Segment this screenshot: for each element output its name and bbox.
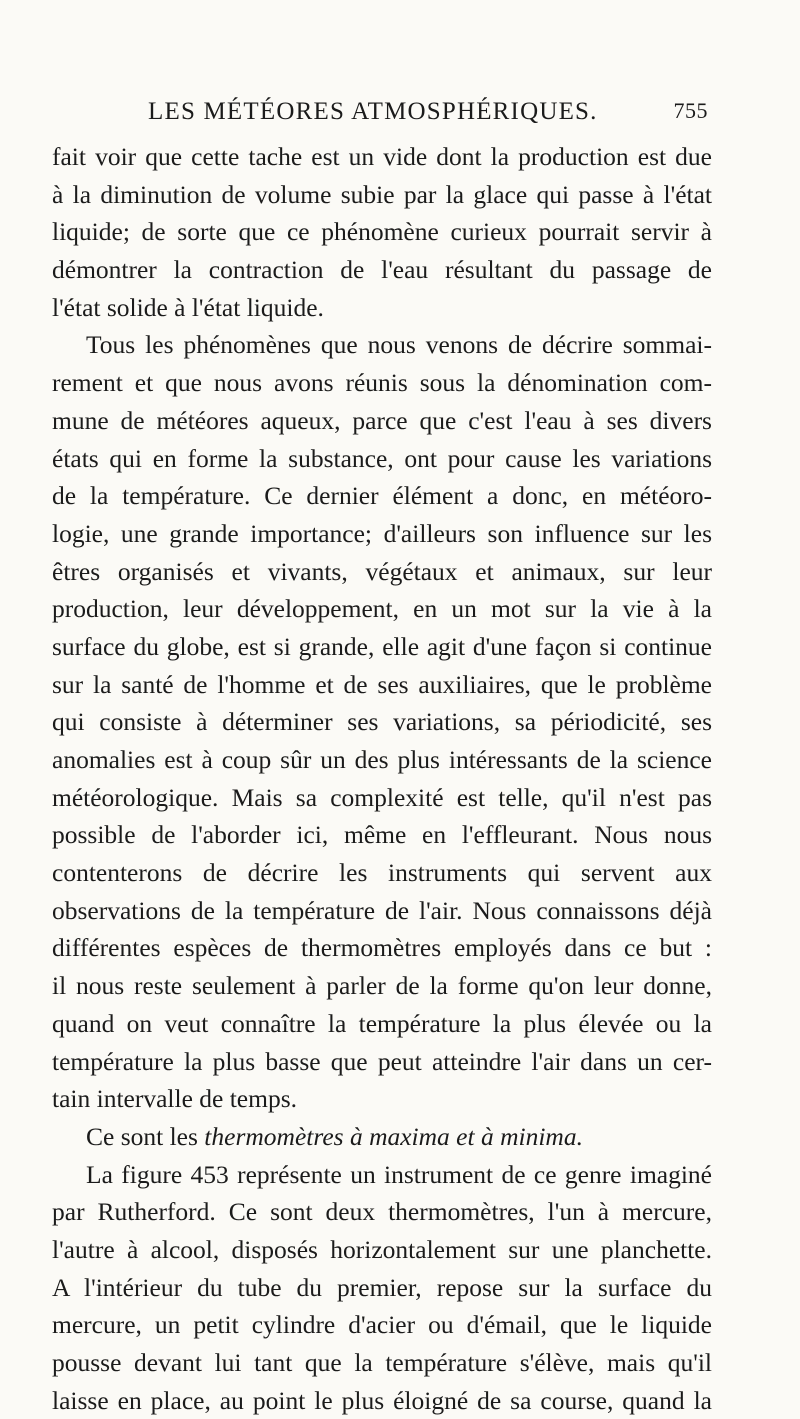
text-line: logie, une grande importance; d'ailleurs son influence sur les	[52, 518, 712, 548]
text-line: anomalies est à coup sûr un des plus intéressants de la science	[52, 745, 712, 774]
text-line: il nous reste seulement à parler de la forme qu'on leur donne,	[52, 971, 712, 1001]
text-line: météorologique. Mais sa complexité est telle, qu'il n'est pas	[52, 782, 712, 812]
italic-line-emphasis: thermomètres à maxima et à minima.	[204, 1121, 583, 1151]
text-line: laisse en place, au point le plus éloigné de sa course, quand la	[52, 1385, 712, 1415]
running-title: LES MÉTÉORES ATMOSPHÉRIQUES.	[148, 98, 598, 125]
text-line: l'état solide à l'état liquide.	[52, 292, 324, 322]
text-line: quand on veut connaître la température la plus élevée ou la	[52, 1008, 712, 1038]
text-line: mercure, un petit cylindre d'acier ou d'émail, que le liquide	[52, 1310, 712, 1340]
text-line: liquide; de sorte que ce phénomène curieux pourrait servir à	[52, 217, 712, 247]
text-line: différentes espèces de thermomètres employés dans ce but :	[52, 933, 712, 963]
text-line: tain intervalle de temps.	[52, 1084, 298, 1114]
text-line: mune de météores aqueux, parce que c'est l'eau à ses divers	[52, 405, 712, 435]
paragraph-start-line: Tous les phénomènes que nous venons de décrire sommai-	[86, 330, 712, 360]
page-number: 755	[673, 98, 708, 123]
text-line: l'autre à alcool, disposés horizontalement sur une planchette.	[52, 1234, 712, 1264]
text-line: A l'intérieur du tube du premier, repose sur la surface du	[52, 1272, 712, 1302]
text-line: démontrer la contraction de l'eau résultant du passage de	[52, 255, 712, 285]
text-line: états qui en forme la substance, ont pour cause les variations	[52, 443, 712, 473]
text-line: à la diminution de volume subie par la glace qui passe à l'état	[52, 179, 712, 209]
text-line: pousse devant lui tant que la température s'élève, mais qu'il	[52, 1348, 712, 1377]
running-head	[148, 98, 708, 132]
italic-heading-line	[52, 1118, 712, 1156]
text-line: de la température. Ce dernier élément a donc, en météoro-	[52, 481, 712, 511]
text-line: observations de la température de l'air. Nous connaissons déjà	[52, 895, 712, 925]
text-line: êtres organisés et vivants, végétaux et animaux, sur leur	[52, 556, 712, 586]
text-line: température la plus basse que peut atteindre l'air dans un cer-	[52, 1046, 712, 1076]
text-line: surface du globe, est si grande, elle agit d'une façon si continue	[52, 631, 712, 661]
text-line: qui consiste à déterminer ses variations, sa périodicité, ses	[52, 707, 712, 737]
text-line: sur la santé de l'homme et de ses auxiliaires, que le problème	[52, 669, 712, 699]
text-line: fait voir que cette tache est un vide dont la production est due	[52, 142, 712, 171]
text-line: production, leur développement, en un mot sur la vie à la	[52, 594, 712, 624]
text-line: rement et que nous avons réunis sous la dénomination com-	[52, 368, 712, 398]
body-text	[52, 138, 712, 1419]
text-line: contenterons de décrire les instruments qui servent aux	[52, 858, 712, 888]
italic-line-prefix: Ce sont les	[86, 1121, 205, 1151]
paragraph-start-line: La figure 453 représente un instrument de ce genre imaginé	[86, 1159, 712, 1189]
text-line: possible de l'aborder ici, même en l'effleurant. Nous nous	[52, 820, 712, 850]
text-line: par Rutherford. Ce sont deux thermomètres, l'un à mercure,	[52, 1197, 712, 1227]
